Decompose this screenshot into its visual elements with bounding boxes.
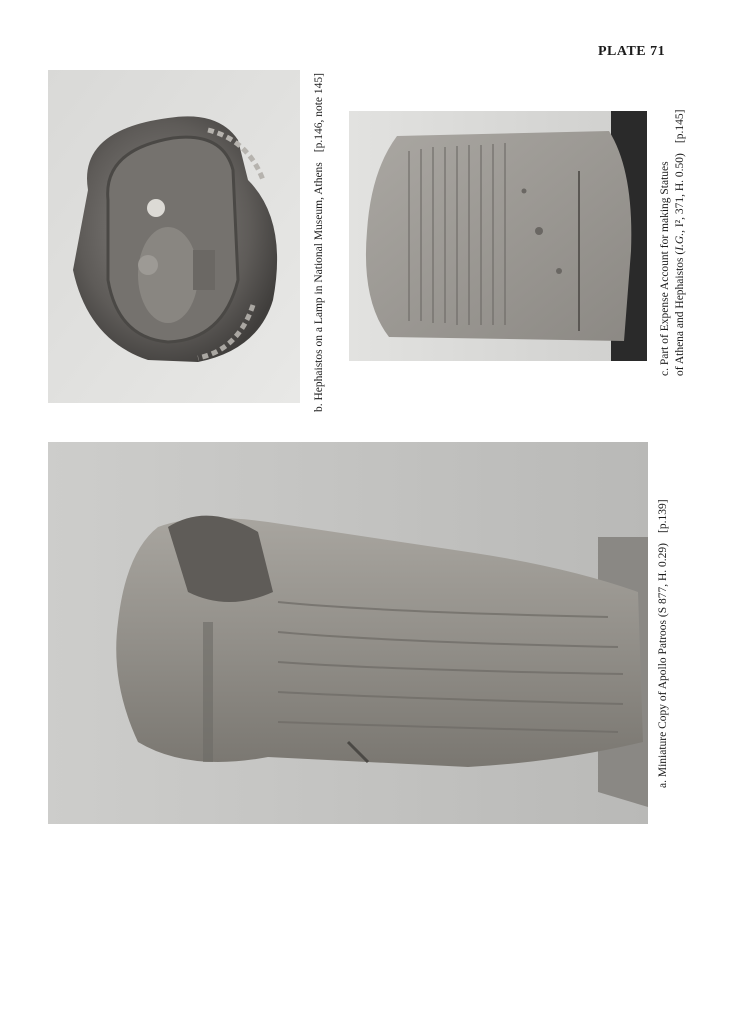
caption-c-line2 bbox=[673, 110, 688, 376]
photo-expense-account-inscription bbox=[349, 111, 647, 361]
photo-hephaistos-lamp bbox=[48, 70, 300, 403]
caption-c-line1: c. Part of Expense Account for making Statues bbox=[659, 161, 671, 376]
caption-figure-c bbox=[658, 110, 688, 376]
caption-figure-a bbox=[656, 499, 671, 788]
caption-c-page-ref: [p.145] bbox=[674, 109, 686, 144]
photo-apollo-patroos-statuette bbox=[48, 442, 648, 824]
caption-a-page-ref: [p.139] bbox=[657, 499, 669, 533]
caption-a-text: a. Miniature Copy of Apollo Patroos (S 877, H. 0.29) bbox=[657, 543, 669, 788]
caption-figure-b bbox=[312, 73, 327, 412]
caption-c-line2-post: , I², 371, H. 0.50) bbox=[674, 153, 686, 233]
caption-b-text: b. Hephaistos on a Lamp in National Museum, Athens bbox=[313, 162, 325, 412]
caption-c-line2-pre: of Athena and Hephaistos ( bbox=[674, 250, 686, 376]
caption-b-page-ref: [p.146, note 145] bbox=[313, 73, 325, 153]
caption-c-line2-italic: I.G. bbox=[674, 232, 686, 251]
plate-number: PLATE 71 bbox=[598, 44, 666, 59]
